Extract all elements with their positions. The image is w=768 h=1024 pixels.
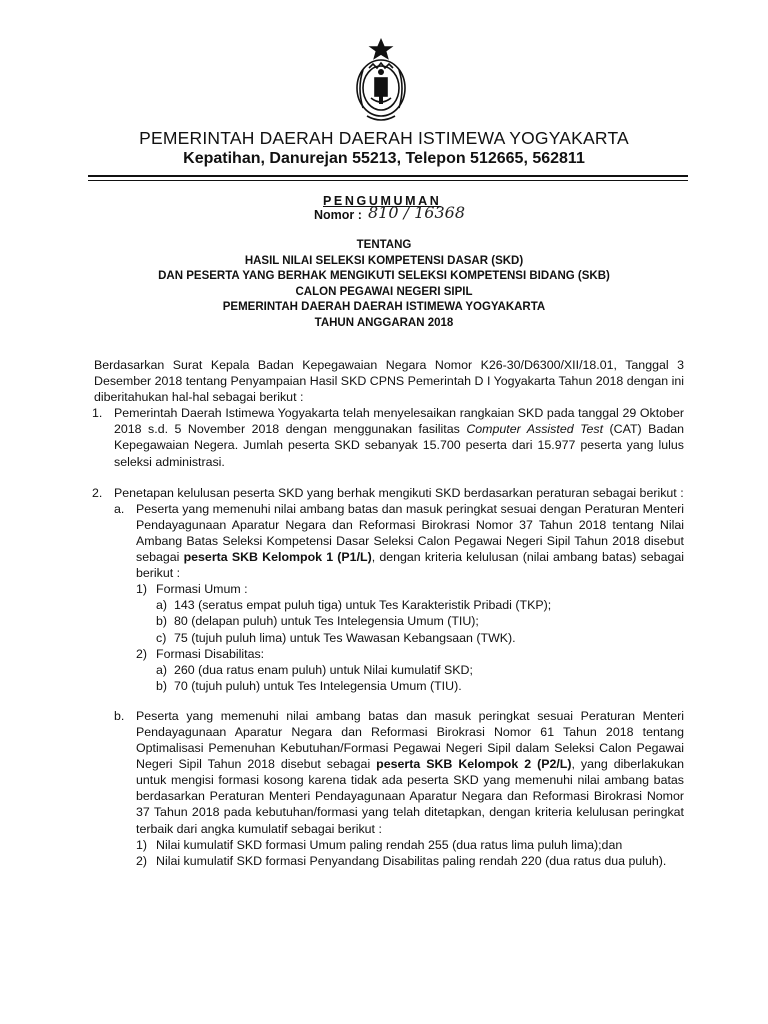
criteria-item (156, 613, 684, 629)
criteria-text: Nilai kumulatif SKD formasi Penyandang Disabilitas paling rendah 220 (dua ratus dua puluh). (156, 853, 667, 868)
criteria-text: 260 (dua ratus enam puluh) untuk Nilai kumulatif SKD; (174, 662, 473, 677)
list-number: 2. (92, 485, 103, 500)
nomor-label: Nomor : (314, 208, 362, 222)
document-body (94, 357, 684, 869)
list-number: 1. (92, 406, 103, 421)
text-run: , dengan kriteria kelulusan (nilai ambang batas) sebagai berikut : (136, 550, 684, 581)
list-item-2 (94, 485, 684, 869)
tentang-label: TENTANG (356, 239, 412, 251)
sub-item-b (114, 708, 684, 869)
text-run: Pemerintah Daerah Istimewa Yogyakarta telah menyelesaikan rangkaian SKD pada tanggal 29 Oktober 2018 s.d. 5 November 2018 dengan menggunakan fasilitas (114, 406, 684, 437)
formasi-label: Formasi Disabilitas: (156, 646, 265, 661)
criteria-item (156, 662, 684, 678)
letterhead-rule-thick (88, 175, 688, 177)
sub-item-text (136, 708, 684, 837)
formasi-disabilitas (136, 646, 684, 694)
list-number: 1) (136, 837, 148, 852)
text-run: (CAT) Badan Kepegawaian Negera. Jumlah peserta SKD sebanyak 15.700 peserta dari 15.977 peserta yang lulus seleksi administrasi. (114, 422, 684, 469)
list-letter: a) (156, 662, 168, 677)
italic-term: Computer Assisted Test (466, 422, 604, 437)
list-number: 1) (136, 582, 148, 597)
intro-paragraph: Berdasarkan Surat Kepala Badan Kepegawaian Negara Nomor K26-30/D6300/XII/18.01, Tanggal 3 Desember 2018 tentang Penyampaian Hasil SKD CPNS Pemerintah D I Yogyakarta Tahun 2018 dengan ini diberitahukan hal-hal sebagai berikut : (94, 358, 684, 405)
formasi-content (156, 646, 684, 694)
criteria-item (136, 853, 684, 869)
criteria-text: Nilai kumulatif SKD formasi Umum paling rendah 255 (dua ratus lima puluh lima);dan (156, 837, 623, 852)
sub-item-content (136, 501, 684, 694)
title-line: TAHUN ANGGARAN 2018 (314, 316, 454, 329)
list-letter: b) (156, 614, 168, 629)
letterhead-rule-thin (88, 180, 688, 181)
text-run: , yang diberlakukan untuk mengisi formasi kosong karena tidak ada peserta SKD yang memenuhi nilai ambang batas berdasarkan Peraturan Menteri Pendayagunaan Aparatur Negara dan Reformasi Birokrasi Nomor 37 Tahun 2018 pada kebutuhan/formasi yang telah ditetapkan, dengan kriteria kelulusan peringkat terbaik dari angka kumulatif sebagai berikut : (136, 757, 684, 836)
formasi-label: Formasi Umum : (156, 582, 248, 597)
sub-item-a (114, 501, 684, 694)
text-run: Peserta yang memenuhi nilai ambang batas dan masuk peringkat sesuai dengan Peraturan Menteri Pendayagunaan Aparatur Negara dan Reformasi Birokrasi Nomor 37 Tahun 2018 tentang Nilai Ambang Batas Seleksi Kompetensi Dasar Seleksi Calon Pegawai Negeri Sipil Tahun 2018 disebut sebagai (136, 501, 684, 565)
list-item-text: Penetapan kelulusan peserta SKD yang berhak mengikuti SKD berdasarkan peraturan sebagai berikut : (114, 485, 684, 500)
formasi-content (156, 581, 684, 645)
list-number: 2) (136, 646, 148, 661)
text-run: Peserta yang memenuhi nilai ambang batas dan masuk peringkat sesuai Peraturan Menteri Pendayagunaan Aparatur Negara dan Reformasi Birokrasi Nomor 61 Tahun 2018 tentang Optimalisasi Pemenuhan Kebutuhan/Formasi Pegawai Negeri Sipil dalam Seleksi Calon Pegawai Negeri Sipil Tahun 2018 disebut sebagai (136, 708, 684, 772)
list-letter: a) (156, 598, 168, 613)
list-number: 2) (136, 853, 148, 868)
formasi-umum (136, 581, 684, 645)
list-item-content (114, 485, 684, 869)
criteria-item (156, 597, 684, 613)
nomor-value-handwritten: 810 / 16368 (368, 203, 465, 222)
sub-item-text (136, 501, 684, 581)
criteria-text: 75 (tujuh puluh lima) untuk Tes Wawasan Kebangsaan (TWK). (174, 630, 516, 645)
criteria-item (156, 630, 684, 646)
announcement-heading: PENGUMUMAN (323, 194, 442, 208)
criteria-text: 80 (delapan puluh) untuk Tes Intelegensia Umum (TIU); (174, 614, 479, 629)
list-item-text (114, 405, 684, 469)
list-letter: a. (114, 501, 125, 516)
title-line: PEMERINTAH DAERAH DAERAH ISTIMEWA YOGYAKARTA (222, 301, 546, 314)
letterhead-address: Kepatihan, Danurejan 55213, Telepon 512665, 562811 (183, 150, 585, 167)
title-line: HASIL NILAI SELEKSI KOMPETENSI DASAR (SKD) (244, 254, 524, 267)
criteria-item (136, 837, 684, 853)
diy-crest-emblem (349, 38, 413, 126)
bold-term: peserta SKB Kelompok 1 (P1/L) (183, 550, 372, 565)
title-line: CALON PEGAWAI NEGERI SIPIL (295, 285, 473, 298)
letterhead-title: PEMERINTAH DAERAH DAERAH ISTIMEWA YOGYAKARTA (139, 128, 629, 148)
bold-term: peserta SKB Kelompok 2 (P2/L) (376, 757, 572, 772)
criteria-item (156, 678, 684, 694)
sub-item-content (136, 708, 684, 869)
announcement-title-block (0, 238, 768, 332)
title-line: DAN PESERTA YANG BERHAK MENGIKUTI SELEKSI KOMPETENSI BIDANG (SKB) (158, 270, 610, 283)
list-letter: b. (114, 708, 125, 723)
list-letter: c) (156, 630, 167, 645)
criteria-text: 70 (tujuh puluh) untuk Tes Intelegensia Umum (TIU). (174, 678, 462, 693)
list-letter: b) (156, 678, 168, 693)
list-item-1 (94, 405, 684, 469)
criteria-text: 143 (seratus empat puluh tiga) untuk Tes Karakteristik Pribadi (TKP); (174, 598, 552, 613)
